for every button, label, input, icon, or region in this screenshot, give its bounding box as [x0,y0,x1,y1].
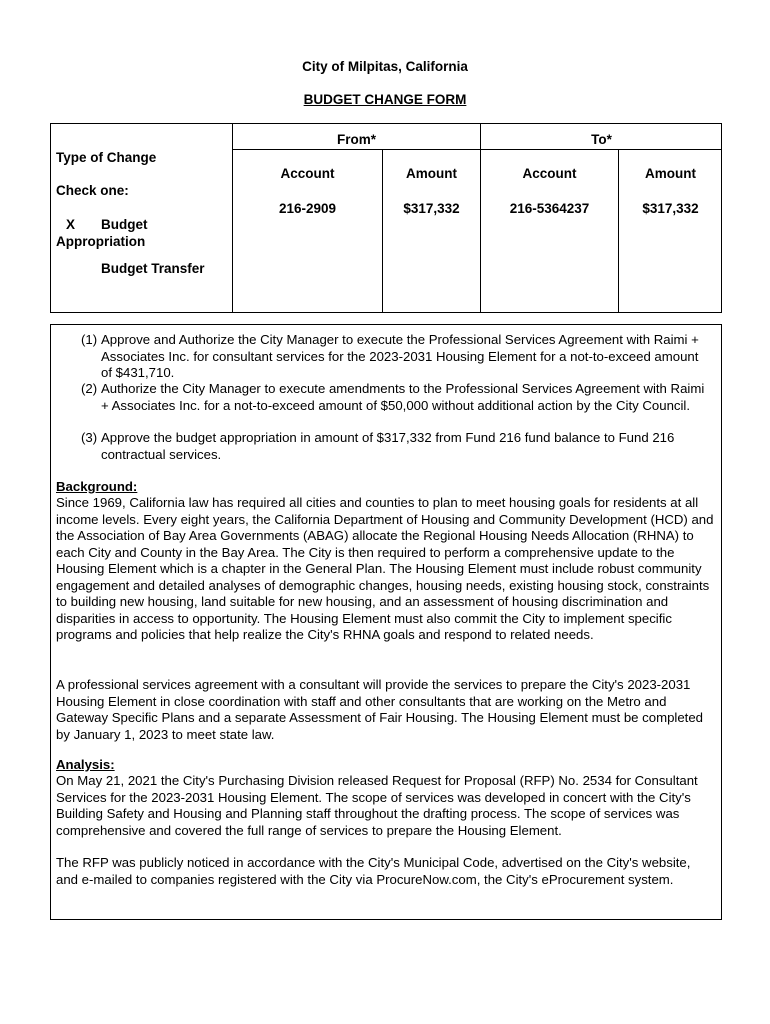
recommendation-number: (1) [81,332,98,347]
narrative-box [50,324,722,920]
table-divider [232,149,721,150]
option-budget-appropriation[interactable]: Budget [101,217,148,232]
option-budget-transfer[interactable]: Budget Transfer [101,261,205,276]
to-amount-value: $317,332 [642,201,699,216]
analysis-paragraph: The RFP was publicly noticed in accordance with the City's Municipal Code, advertised on the City's website, and e-mailed to companies registered with the City via ProcureNow.com, the City's eProcurement system. [56,855,691,887]
recommendation-text: Authorize the City Manager to execute amendments to the Professional Services Agreement with Raimi + Associates Inc. for a not-to-exceed amount of $50,000 without additional action by the City Council. [101,381,705,413]
recommendation-number: (2) [81,381,98,396]
from-header: From* [336,132,376,147]
form-title: BUDGET CHANGE FORM [303,92,467,107]
from-account-value: 216-2909 [278,201,337,216]
analysis-paragraph: On May 21, 2021 the City's Purchasing Division released Request for Proposal (RFP) No. 2534 for Consultant Services for the 2023-2031 Housing Element. The scope of services was developed in concert with the City's Building Safety and Housing and Planning staff throughout the drafting process. The scope of services was comprehensive and covered the full range of services to prepare the Housing Element. [56,773,698,838]
recommendation-text: Approve and Authorize the City Manager to execute the Professional Services Agreement with Raimi + Associates Inc. for consultant services for the 2023-2031 Housing Element for a not-to-exceed amount of $431,710. [101,332,699,380]
check-one-label: Check one: [56,183,129,198]
from-amount-header: Amount [406,166,457,181]
recommendation-text: Approve the budget appropriation in amount of $317,332 from Fund 216 fund balance to Fund 216 contractual services. [101,430,675,462]
option-budget-appropriation-cont: Appropriation [56,234,146,249]
check-mark[interactable]: X [66,217,76,232]
background-heading: Background: [56,479,138,494]
from-amount-value: $317,332 [403,201,460,216]
analysis-heading: Analysis: [56,757,115,772]
budget-change-table [50,123,722,313]
to-amount-header: Amount [645,166,696,181]
to-account-header: Account [522,166,577,181]
table-divider [232,124,233,312]
to-header: To* [591,132,612,147]
background-paragraph: A professional services agreement with a consultant will provide the services to prepare the City's 2023-2031 Housing Element in close coordination with staff and other consultants that are working on the Metro and Gateway Specific Plans and a separate Assessment of Fair Housing. The Housing Element must be completed by January 1, 2023 to meet state law. [56,677,704,742]
recommendation-number: (3) [81,430,98,445]
from-account-header: Account [280,166,335,181]
to-account-value: 216-5364237 [509,201,590,216]
city-title: City of Milpitas, California [302,59,468,74]
table-divider [480,124,481,312]
background-paragraph: Since 1969, California law has required all cities and counties to plan to meet housing goals for residents at all income levels. Every eight years, the California Department of Housing and Community Development (HCD) and the Association of Bay Area Governments (ABAG) allocate the Regional Housing Needs Allocation (RHNA) to each City and County in the Bay Area. The City is then required to perform a comprehensive update to the Housing Element which is a chapter in the General Plan. The Housing Element must include robust community engagement and detailed analyses of demographic changes, housing needs, existing housing stock, constraints to building new housing, land suitable for new housing, and an assessment of housing discrimination and disparities in access to opportunity. The Housing Element must also commit the City to implement specific programs and policies that help realize the City's RHNA goals and respond to related needs. [56,495,714,642]
type-of-change-label: Type of Change [56,150,157,165]
